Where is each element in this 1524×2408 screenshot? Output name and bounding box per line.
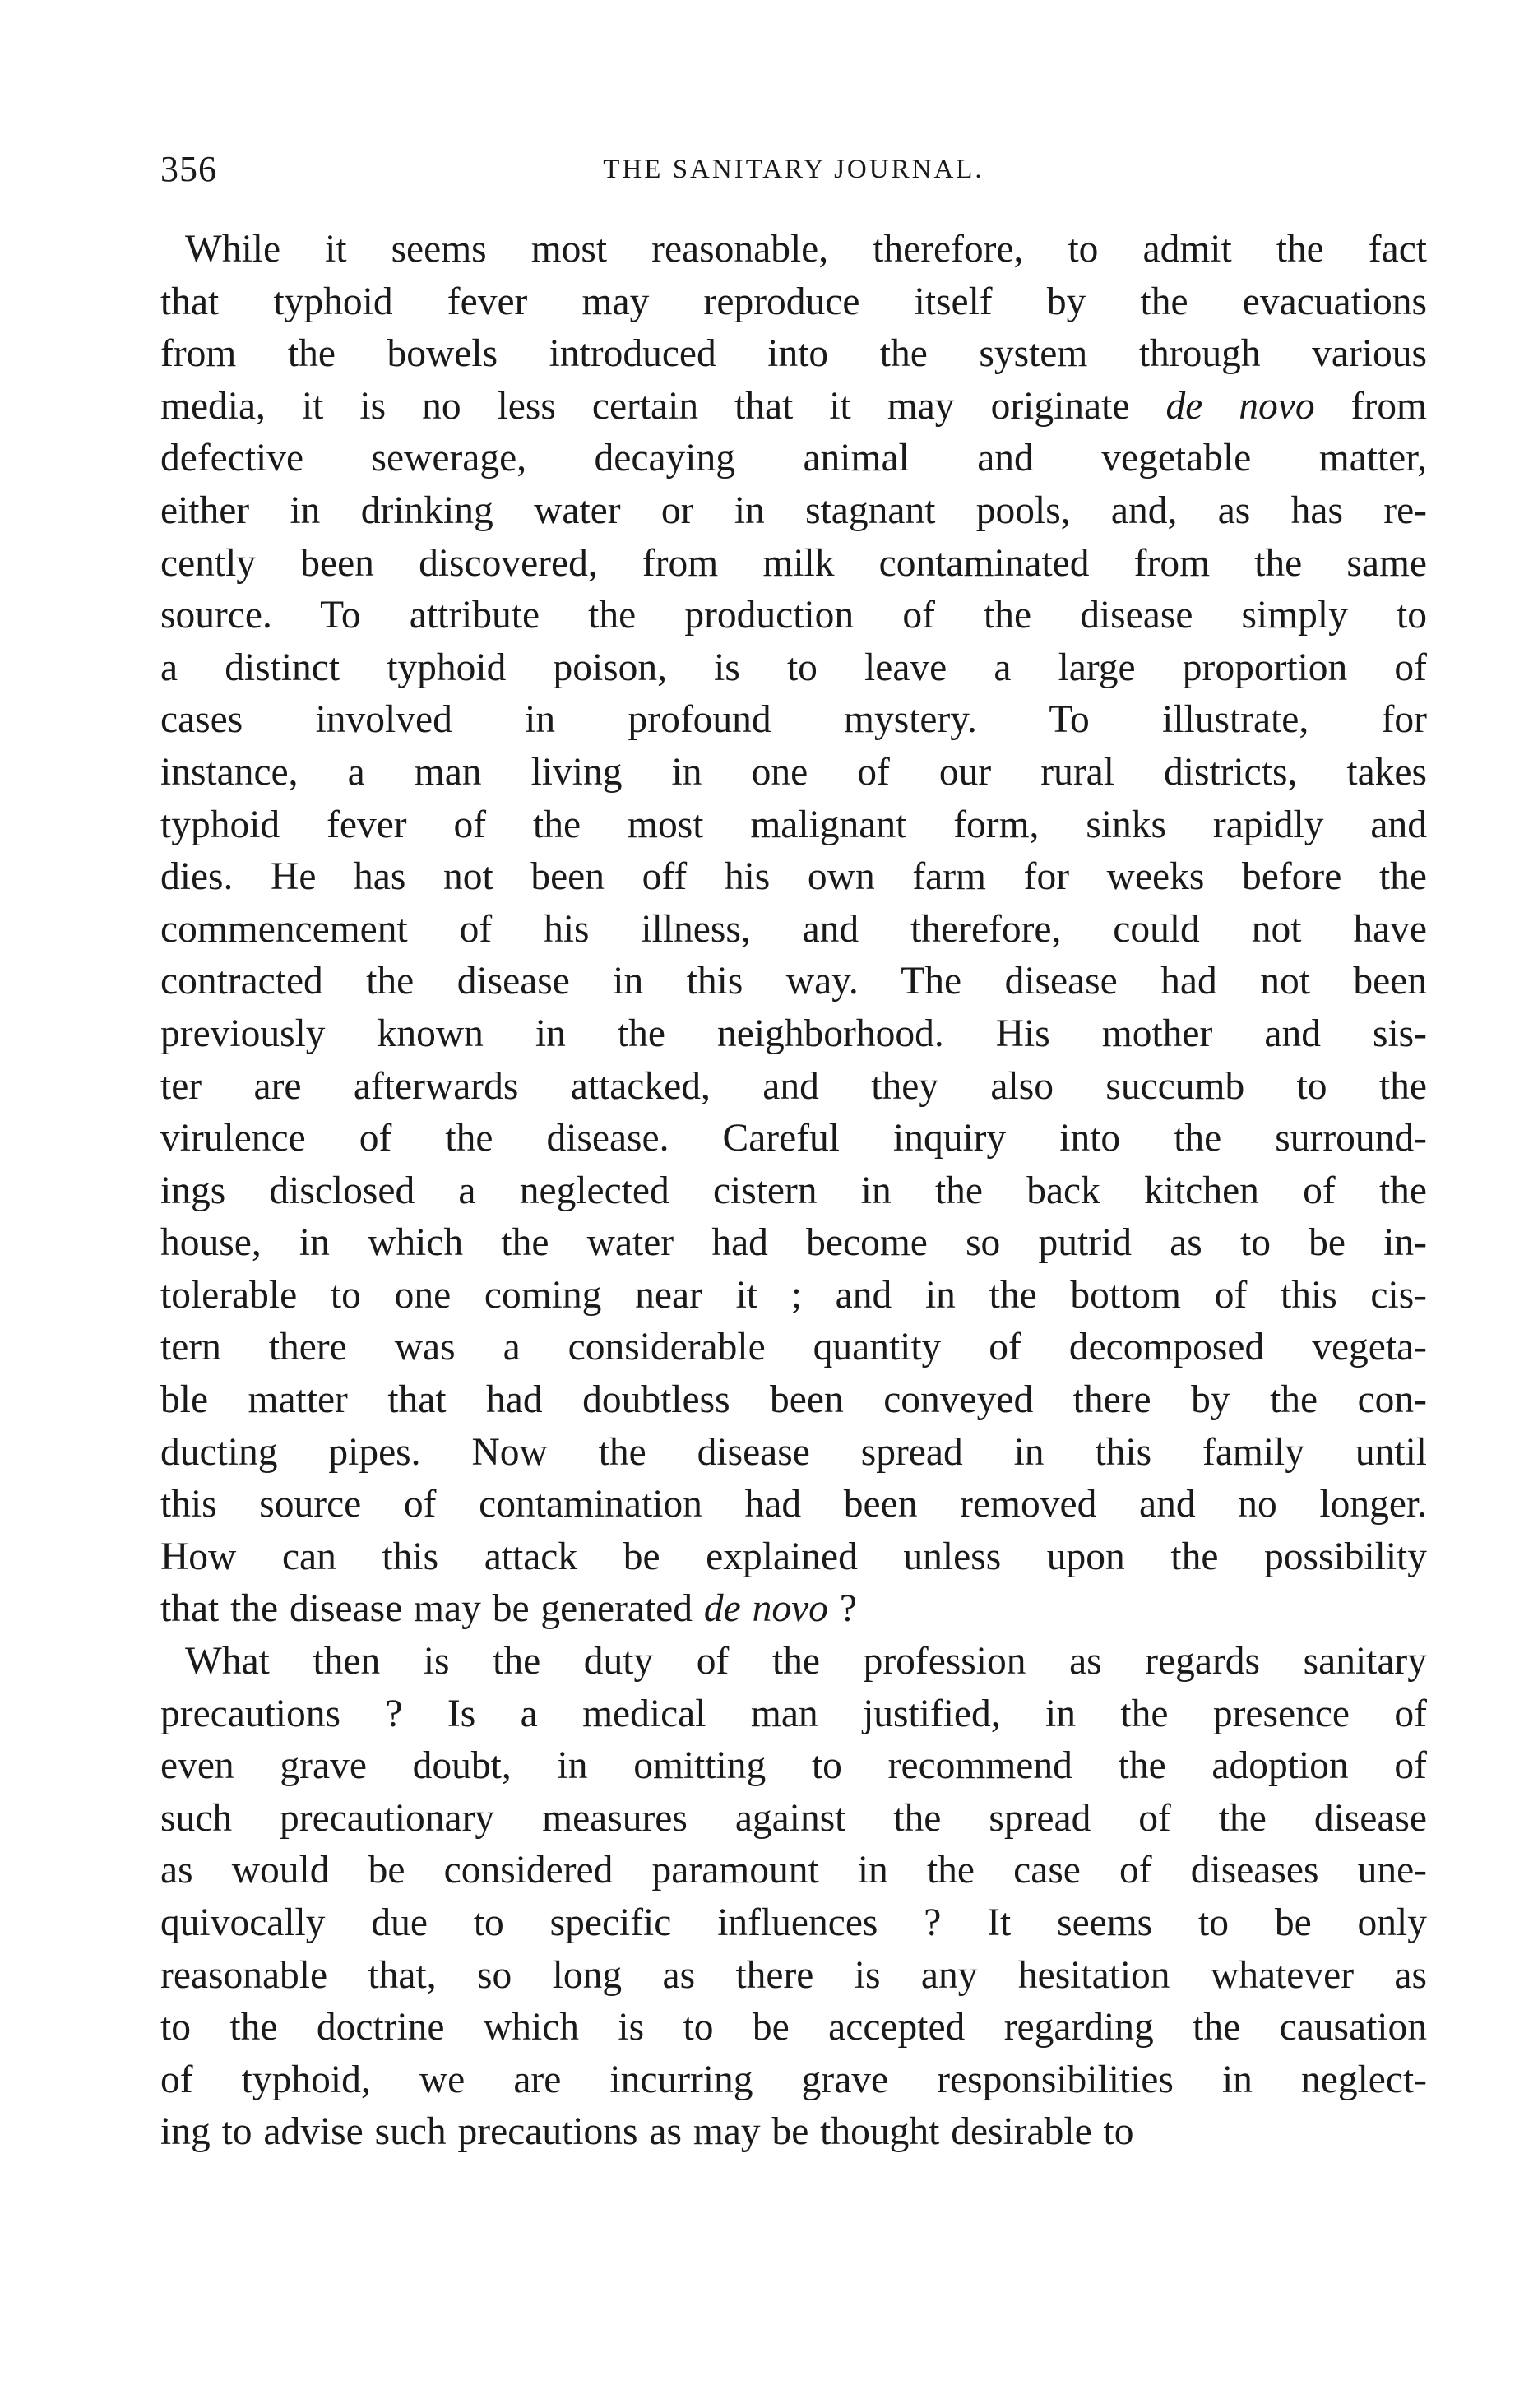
- text-line: [160, 694, 1427, 747]
- text-run: this source of contamination had been removed and no longer.: [160, 1483, 1427, 1526]
- page-number: 356: [160, 149, 217, 189]
- italic-phrase: de novo: [1165, 384, 1315, 428]
- text-run: tern there was a considerable quantity of decomposed vegeta-: [160, 1326, 1427, 1369]
- text-run: ter are afterwards attacked, and they also succumb to the: [160, 1064, 1427, 1108]
- text-line: [160, 1583, 1427, 1636]
- text-line: [160, 1950, 1427, 2003]
- text-run: cases involved in profound mystery. To illustrate, for: [160, 698, 1427, 742]
- text-line: [160, 1008, 1427, 1061]
- text-run: ducting pipes. Now the disease spread in this family until: [160, 1430, 1427, 1474]
- text-line: [160, 1636, 1427, 1688]
- text-run: reasonable that, so long as there is any hesitation whatever as: [160, 1953, 1427, 1997]
- text-line: [160, 956, 1427, 1008]
- text-line: [160, 1793, 1427, 1845]
- text-line: [160, 747, 1427, 799]
- text-run: ings disclosed a neglected cistern in the back kitchen of the: [160, 1169, 1427, 1212]
- text-line: [160, 485, 1427, 538]
- text-line: [160, 1427, 1427, 1480]
- text-run: defective sewerage, decaying animal and vegetable matter,: [160, 437, 1427, 480]
- text-run: previously known in the neighborhood. His mother and sis-: [160, 1012, 1427, 1055]
- text-run: a distinct typhoid poison, is to leave a large proportion of: [160, 646, 1427, 689]
- text-line: [160, 1897, 1427, 1950]
- paragraph: [160, 1636, 1427, 2159]
- text-line: [160, 1479, 1427, 1531]
- paragraph: [160, 224, 1427, 1636]
- text-run: dies. He has not been off his own farm for weeks before the: [160, 855, 1427, 899]
- text-run: commencement of his illness, and therefore, could not have: [160, 907, 1427, 951]
- text-line: [160, 328, 1427, 381]
- text-run: house, in which the water had become so putrid as to be in-: [160, 1221, 1427, 1265]
- text-run: ble matter that had doubtless been conveyed there by the con-: [160, 1378, 1427, 1422]
- text-line: [160, 224, 1427, 276]
- text-line: [160, 381, 1427, 433]
- page-header: [160, 148, 1427, 197]
- text-run: to the doctrine which is to be accepted regarding the causation: [160, 2006, 1427, 2049]
- text-line: [160, 1374, 1427, 1427]
- text-run: instance, a man living in one of our rural districts, takes: [160, 750, 1427, 794]
- text-line: [160, 1217, 1427, 1270]
- text-run: even grave doubt, in omitting to recommend the adoption of: [160, 1744, 1427, 1788]
- italic-phrase: de novo: [703, 1587, 828, 1631]
- text-line: [160, 1165, 1427, 1218]
- text-run: tolerable to one coming near it ; and in the bottom of this cis-: [160, 1273, 1427, 1317]
- text-line: [160, 538, 1427, 590]
- text-line: [160, 2054, 1427, 2107]
- text-run: typhoid fever of the most malignant form, sinks rapidly and: [160, 803, 1427, 846]
- text-run: either in drinking water or in stagnant pools, and, as has re-: [160, 489, 1427, 532]
- text-run: cently been discovered, from milk contaminated from the same: [160, 541, 1427, 585]
- text-line: [160, 1270, 1427, 1322]
- text-run: that typhoid fever may reproduce itself by the evacuations: [160, 280, 1427, 323]
- text-line: [160, 1322, 1427, 1374]
- text-run: quivocally due to specific influences ? It seems to be only: [160, 1901, 1427, 1944]
- text-run: ?: [827, 1587, 857, 1631]
- text-run: such precautionary measures against the spread of the disease: [160, 1796, 1427, 1840]
- text-run: virulence of the disease. Careful inquiry into the surround-: [160, 1117, 1427, 1160]
- text-line: [160, 642, 1427, 695]
- text-line: [160, 433, 1427, 485]
- text-run: from: [1314, 384, 1427, 428]
- text-line: [160, 276, 1427, 329]
- text-run: source. To attribute the production of the disease simply to: [160, 594, 1427, 637]
- text-line: [160, 590, 1427, 642]
- text-line: [160, 1113, 1427, 1165]
- text-line: [160, 1061, 1427, 1114]
- text-line: [160, 1531, 1427, 1584]
- text-line: [160, 851, 1427, 904]
- body-text: [160, 224, 1427, 2159]
- text-run: ing to advise such precautions as may be thought desirable to: [160, 2110, 1134, 2154]
- text-run: precautions ? Is a medical man justified, in the presence of: [160, 1692, 1427, 1735]
- text-line: [160, 904, 1427, 956]
- text-line: [160, 2106, 1427, 2159]
- text-run: What then is the duty of the profession as regards sanitary: [185, 1640, 1427, 1683]
- text-line: [160, 2002, 1427, 2054]
- text-run: from the bowels introduced into the system through various: [160, 332, 1427, 376]
- text-run: of typhoid, we are incurring grave responsibilities in neglect-: [160, 2058, 1427, 2101]
- text-line: [160, 799, 1427, 852]
- running-head: THE SANITARY JOURNAL.: [603, 155, 984, 184]
- text-run: that the disease may be generated: [160, 1587, 704, 1631]
- text-line: [160, 1740, 1427, 1793]
- text-run: While it seems most reasonable, therefore, to admit the fact: [185, 228, 1427, 271]
- text-run: as would be considered paramount in the case of diseases une-: [160, 1849, 1427, 1892]
- text-run: How can this attack be explained unless upon the possibility: [160, 1535, 1427, 1578]
- text-run: contracted the disease in this way. The disease had not been: [160, 960, 1427, 1003]
- text-line: [160, 1688, 1427, 1741]
- text-line: [160, 1845, 1427, 1897]
- text-run: media, it is no less certain that it may originate: [160, 384, 1166, 428]
